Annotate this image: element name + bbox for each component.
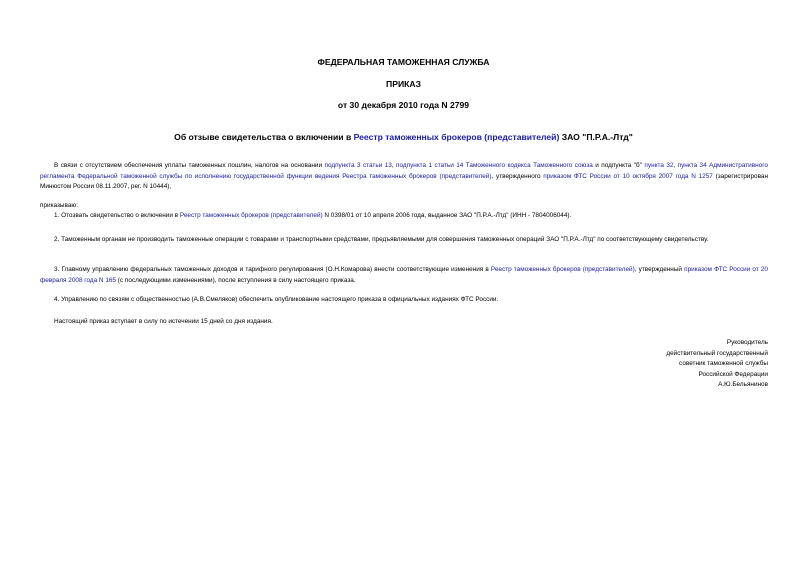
preamble-text-6: (зарегистрирован Минюстом России 08.11.2007, рег. N 10444), [40,172,769,191]
agency-heading: ФЕДЕРАЛЬНАЯ ТАМОЖЕННАЯ СЛУЖБА [317,57,490,67]
registry-link-item3[interactable]: Реестр таможенных брокеров (представителей) [490,266,635,273]
preamble-text-1: В связи с отсутствием обеспечения уплаты таможенных пошлин, налогов на основании [54,162,325,169]
item3-text-1: 3. Главному управлению федеральных таможенных доходов и тарифного регулирования (О.Н.Комарова) внести соответствующие изменения в [54,266,491,273]
preamble-text-4: , [673,162,678,169]
closing-paragraph: Настоящий приказ вступает в силу по истечении 15 дней со дня издания. [54,318,273,325]
link-order-1257[interactable]: приказом ФТС России от 10 октября 2007 года N 1257 [543,172,713,180]
order-item-4: 4. Управлению по связям с общественностью (А.В.Смеляков) обеспечить опубликование настоящего приказа в официальных изданиях ФТС России. [54,296,499,303]
order-item-1 [40,211,768,222]
link-order-165[interactable]: приказом ФТС России от 20 февраля 2008 года N 165 [40,266,768,284]
link-article-13[interactable]: подпункта 3 статьи 13 [324,162,392,169]
signature-name: А.Ю.Бельянинов [718,381,768,389]
link-point-32[interactable]: пункта 32 [644,162,674,169]
preamble-paragraph [40,161,768,193]
registry-link-item1[interactable]: Реестр таможенных брокеров (представителей) [179,212,323,219]
signature-line-3: советник таможенной службы [679,360,768,368]
link-article-14[interactable]: подпункта 1 статьи 14 Таможенного кодекса Таможенного союза [396,162,593,169]
item1-text-1: 1. Отозвать свидетельство о включении в [54,212,180,219]
item1-text-2: N 0398/01 от 10 апреля 2006 года, выданное ЗАО "П.Р.А.-Лтд" (ИНН - 7804006044). [322,212,572,219]
registry-link-title[interactable]: Реестр таможенных брокеров (представителей) [353,132,560,142]
link-point-34[interactable]: пункта 34 Административного регламента Федеральной таможенной службы по исполнению государственной функции ведения Реестра таможенных брокеров (представителей) [40,162,768,180]
preamble-text-5: , утвержденного [491,172,544,180]
order-word: приказываю: [40,202,78,209]
page-title [40,132,767,142]
title-suffix: ЗАО "П.Р.А.-Лтд" [559,132,633,142]
signature-line-2: действительный государственный [666,349,768,357]
date-number-heading: от 30 декабря 2010 года N 2799 [337,100,470,110]
title-prefix: Об отзыве свидетельства о включении в [174,132,354,142]
signature-line-1: Руководитель [726,339,768,346]
preamble-text-2: , [391,162,397,169]
item3-text-3: (с последующими изменениями), после вступления в силу настоящего приказа. [116,276,356,284]
order-item-3 [40,265,768,286]
item3-text-2: , утвержденный [634,266,685,273]
order-item-2: 2. Таможенным органам не производить таможенные операции с товарами и транспортными средствами, предъявляемыми для совершения таможенных операций ЗАО "П.Р.А.-Лтд" по соответствующему свидетельству. [54,236,709,243]
signature-line-4: Российской Федерации [698,370,768,378]
preamble-text-3: и подпункта "б" [592,162,645,169]
signature-block [568,338,768,391]
doc-type-heading: ПРИКАЗ [386,79,421,89]
